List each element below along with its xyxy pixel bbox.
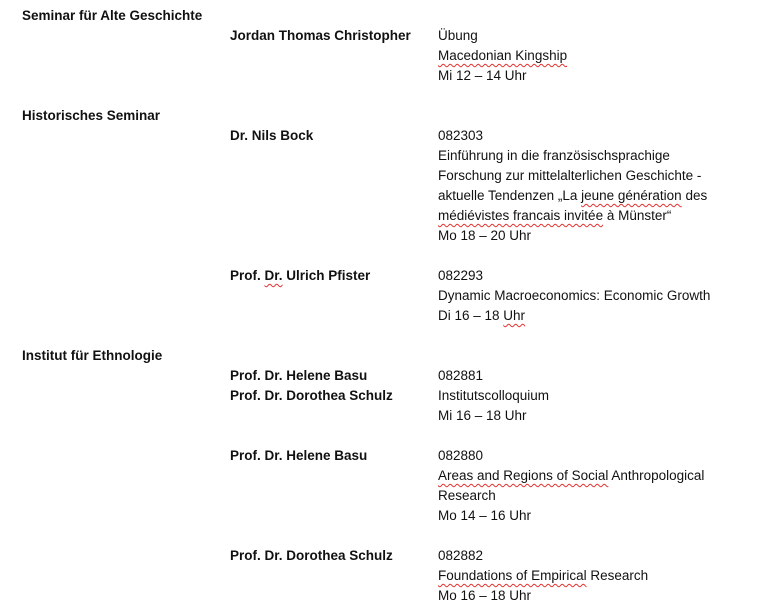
course-detail: Einführung in die französischsprachige — [438, 148, 670, 163]
course-detail: 082303 — [438, 128, 484, 143]
lecturer-name: Dr. Nils Bock — [230, 128, 314, 143]
course-detail — [438, 466, 704, 486]
course-detail: Mi 12 – 14 Uhr — [438, 68, 527, 83]
lecturer-name: Prof. Dr. Helene Basu — [230, 448, 368, 463]
lecturer-name: Prof. Dr. Helene Basu — [230, 368, 368, 383]
course-detail: Institutscolloquium — [438, 388, 550, 403]
course-detail — [438, 206, 671, 226]
course-detail: Mo 18 – 20 Uhr — [438, 228, 532, 243]
spellcheck-underline: Uhr — [503, 308, 526, 323]
lecturer-name: Prof. Dr. Dorothea Schulz — [230, 388, 393, 403]
course-detail: Mo 14 – 16 Uhr — [438, 508, 532, 523]
spellcheck-underline: Foundations of Empirical — [438, 568, 587, 583]
course-detail: Dynamic Macroeconomics: Economic Growth — [438, 288, 711, 303]
section-title: Historisches Seminar — [22, 108, 161, 123]
text-segment: Ulrich Pfister — [282, 268, 371, 283]
spellcheck-underline: Areas and Regions of Social — [438, 468, 609, 483]
lecturer-name: Jordan Thomas Christopher — [230, 28, 411, 43]
text-segment: Prof. — [230, 268, 265, 283]
text-segment: aktuelle Tendenzen „La — [438, 188, 582, 203]
section-title: Institut für Ethnologie — [22, 348, 163, 363]
course-detail — [438, 46, 567, 66]
spellcheck-underline: Dr. — [264, 268, 283, 283]
course-detail — [438, 186, 707, 206]
spellcheck-underline: jeune génération — [581, 188, 682, 203]
course-detail: Mi 16 – 18 Uhr — [438, 408, 527, 423]
lecturer-name: Prof. Dr. Dorothea Schulz — [230, 548, 393, 563]
course-detail: Mo 16 – 18 Uhr — [438, 588, 532, 603]
course-detail: 082293 — [438, 268, 484, 283]
text-segment: à Münster“ — [603, 208, 672, 223]
course-detail — [438, 306, 525, 326]
lecturer-name — [230, 266, 370, 286]
course-detail: 082880 — [438, 448, 484, 463]
spellcheck-underline: Macedonian Kingship — [438, 48, 568, 63]
course-detail — [438, 566, 648, 586]
text-segment: des — [681, 188, 708, 203]
course-detail: 082881 — [438, 368, 484, 383]
section-title: Seminar für Alte Geschichte — [22, 8, 203, 23]
text-segment: Anthropological — [608, 468, 705, 483]
course-detail: Research — [438, 488, 496, 503]
course-detail: 082882 — [438, 548, 484, 563]
spellcheck-underline: médiévistes francais invitée — [438, 208, 604, 223]
course-detail: Übung — [438, 28, 478, 43]
text-segment: Di 16 – 18 — [438, 308, 504, 323]
course-detail: Forschung zur mittelalterlichen Geschichte - — [438, 168, 702, 183]
text-segment: Research — [586, 568, 649, 583]
